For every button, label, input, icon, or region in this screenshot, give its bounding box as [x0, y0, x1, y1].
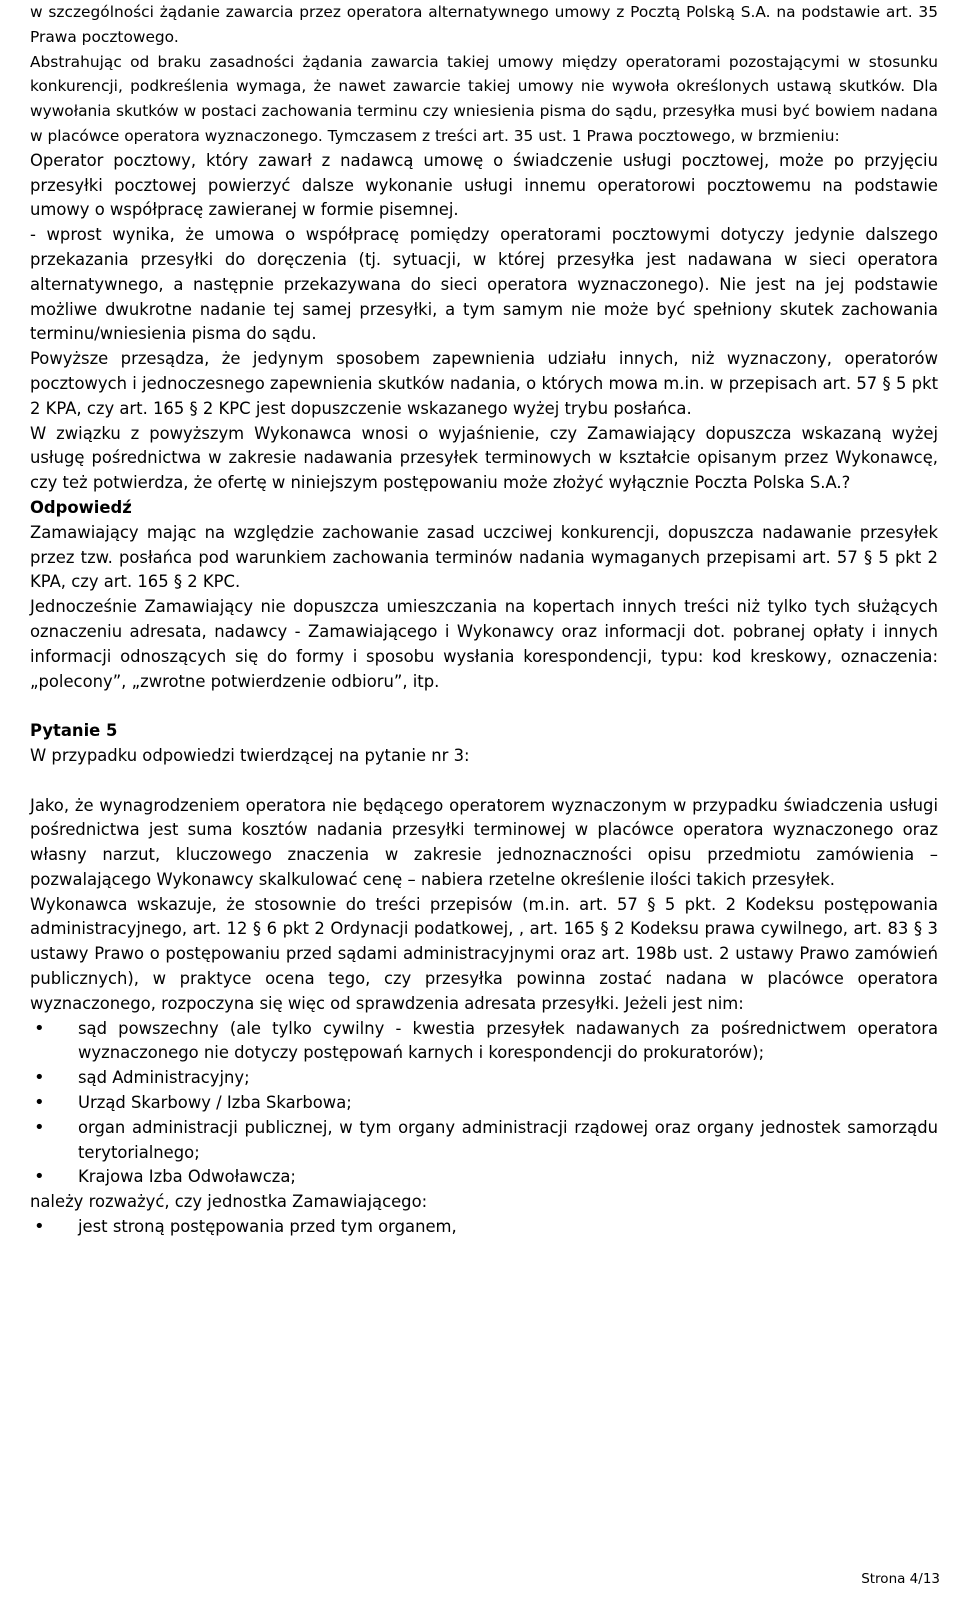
paragraph-request: W związku z powyższym Wykonawca wnosi o wyjaśnienie, czy Zamawiający dopuszcza wskazaną wyżej usługę pośrednictwa w zakresie nadawania przesyłek terminowych w kształcie opisanym przez Wykonawcę, czy też potwierdza, że ofertę w niniejszym postępowaniu może złożyć wyłącznie Poczta Polska S.A.? — [30, 423, 938, 493]
paragraph-answer-1: Zamawiający mając na względzie zachowanie zasad uczciwej konkurencji, dopuszcza nadawanie przesyłek przez tzw. posłańca pod warunkiem zachowania terminów nadania wymaganych przepisami art. 57 § 5 pkt 2 KPA, czy art. 165 § 2 KPC. — [30, 522, 938, 592]
paragraph-cooperation: - wprost wynika, że umowa o współpracę pomiędzy operatorami pocztowymi dotyczy jedynie dalszego przekazania przesyłki do doręczenia (tj. sytuacji, w której przesyłka jest nadawana w sieci operatora alternatywnego, a następnie przekazywana do sieci operatora wyznaczonego). Nie jest na jej podstawie możliwe dwukrotne nadanie tej samej przesyłki, a tym samym nie może być spełniony skutek zachowania terminu/wniesienia pisma do sądu. — [30, 225, 938, 344]
paragraph-answer-2: Jednocześnie Zamawiający nie dopuszcza umieszczania na kopertach innych treści niż tylko tych służących oznaczeniu adresata, nadawcy - Zamawiającego i Wykonawcy oraz informacji dot. pobranej opłaty i innych informacji odnoszących się do formy i sposobu wysłania korespondencji, typu: kod kreskowy, oznaczenia: „polecony”, „zwrotne potwierdzenie odbioru”, itp. — [30, 597, 938, 691]
spacer — [30, 769, 938, 794]
paragraph-intro: w szczególności żądanie zawarcia przez operatora alternatywnego umowy z Pocztą Polską S.A. na podstawie art. 35 Prawa pocztowego. — [30, 3, 938, 46]
spacer — [30, 694, 938, 719]
heading-question-5: Pytanie 5 — [30, 721, 118, 741]
addressee-list — [30, 1017, 938, 1191]
paragraph-abstract: Abstrahując od braku zasadności żądania zawarcia takiej umowy między operatorami pozostającymi w stosunku konkurencji, podkreślenia wymaga, że nawet zawarcie takiej umowy nie wywoła określonych ustawą skutków. Dla wywołania skutków w postaci zachowania terminu czy wniesienia pisma do sądu, przesyłka musi być bowiem nadana w placówce operatora wyznaczonego. Tymczasem z treści art. 35 ust. 1 Prawa pocztowego, w brzmieniu: — [30, 52, 938, 145]
list-item: • Urząd Skarbowy / Izba Skarbowa; — [30, 1091, 938, 1116]
paragraph-q5-body: Jako, że wynagrodzeniem operatora nie będącego operatorem wyznaczonym w przypadku świadczenia usługi pośrednictwa jest suma kosztów nadania przesyłki terminowej w placówce operatora wyznaczonego oraz własny narzut, kluczowego znaczenia w zakresie jednoznaczności opisu przedmiotu zamówienia – pozwalającego Wykonawcy skalkulować cenę – nabiera rzetelne określenie ilości takich przesyłek. — [30, 795, 938, 889]
list-item: • sąd powszechny (ale tylko cywilny - kwestia przesyłek nadawanych za pośrednictwem operatora wyznaczonego nie dotyczy postępowań karnych i korespondencji do prokuratorów); — [30, 1017, 938, 1067]
list-item: • organ administracji publicznej, w tym organy administracji rządowej oraz organy jednostek samorządu terytorialnego; — [30, 1116, 938, 1166]
consider-list — [30, 1215, 938, 1240]
heading-answer: Odpowiedź — [30, 497, 132, 517]
paragraph-consider: należy rozważyć, czy jednostka Zamawiającego: — [30, 1192, 428, 1212]
list-item: • Krajowa Izba Odwoławcza; — [30, 1165, 938, 1190]
list-item: • sąd Administracyjny; — [30, 1066, 938, 1091]
paragraph-quote-art35: Operator pocztowy, który zawarł z nadawcą umowę o świadczenie usługi pocztowej, może po przyjęciu przesyłki pocztowej powierzyć dalsze wykonanie usługi innemu operatorowi pocztowemu na podstawie umowy o współpracę zawieranej w formie pisemnej. — [30, 150, 938, 220]
document-body — [30, 0, 938, 1240]
paragraph-conclusion: Powyższe przesądza, że jedynym sposobem zapewnienia udziału innych, niż wyznaczony, operatorów pocztowych i jednoczesnego zapewnienia skutków nadania, o których mowa m.in. w przepisach art. 57 § 5 pkt 2 KPA, czy art. 165 § 2 KPC jest dopuszczenie wskazanego wyżej trybu posłańca. — [30, 349, 938, 418]
paragraph-q5-intro: W przypadku odpowiedzi twierdzącej na pytanie nr 3: — [30, 745, 470, 765]
paragraph-q5-provisions: Wykonawca wskazuje, że stosownie do treści przepisów (m.in. art. 57 § 5 pkt. 2 Kodeksu postępowania administracyjnego, art. 12 § 6 pkt 2 Ordynacji podatkowej, , art. 165 § 2 Kodeksu prawa cywilnego, art. 83 § 3 ustawy Prawo o postępowaniu przed sądami administracyjnymi oraz art. 198b ust. 2 ustawy Prawo zamówień publicznych), w praktyce ocena tego, czy przesyłka powinna zostać nadana w placówce operatora wyznaczonego, rozpoczyna się więc od sprawdzenia adresata przesyłki. Jeżeli jest nim: — [30, 894, 938, 1013]
list-item: • jest stroną postępowania przed tym organem, — [30, 1215, 938, 1240]
page-number: Strona 4/13 — [861, 1571, 940, 1587]
